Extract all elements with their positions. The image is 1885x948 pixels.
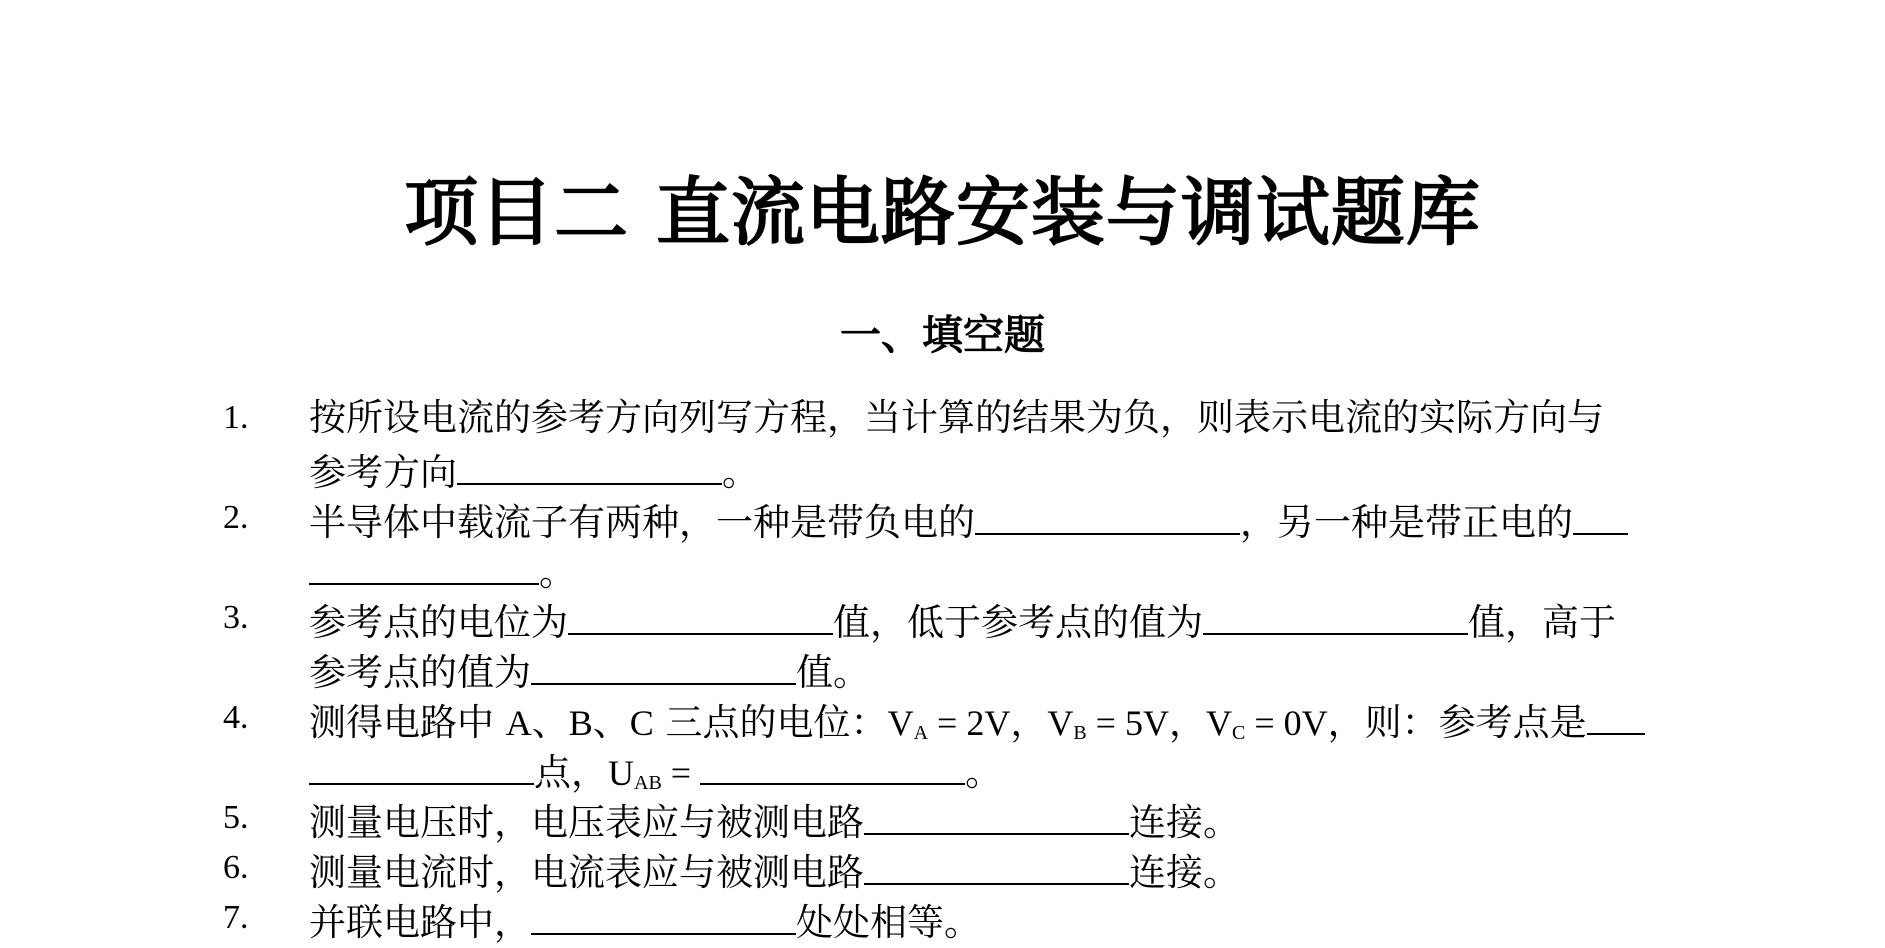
question-text: 参考点的电位为 <box>309 601 568 644</box>
question-line <box>309 843 1659 893</box>
question-7-partial <box>0 893 1659 944</box>
answer-blank[interactable] <box>457 443 722 485</box>
answer-blank[interactable] <box>1203 593 1468 635</box>
question-text: 参考方向 <box>309 451 457 494</box>
voltage-value: = 5V <box>1086 703 1169 743</box>
question-number: 3. <box>223 599 249 636</box>
question-5 <box>0 793 1659 843</box>
voltage-subscript: AB <box>634 772 662 794</box>
question-number: 7. <box>223 899 249 936</box>
answer-blank[interactable] <box>1573 493 1628 535</box>
question-text: ，另一种是带正电的 <box>1240 501 1573 544</box>
separator: 、 <box>592 701 630 744</box>
question-line <box>309 493 1659 543</box>
voltage-symbol: U <box>608 753 634 793</box>
voltage-value: = <box>661 753 701 793</box>
question-text: 值，低于参考点的值为 <box>833 601 1203 644</box>
question-text: 值。 <box>796 651 870 694</box>
question-line <box>309 793 1659 843</box>
separator: ， <box>1010 701 1048 744</box>
question-1 <box>0 393 1659 493</box>
voltage-value: = 0V <box>1245 703 1328 743</box>
voltage-subscript: C <box>1231 722 1246 744</box>
voltage-value: = 2V <box>928 703 1011 743</box>
question-text: 测量电流时，电流表应与被测电路 <box>309 851 864 894</box>
question-line <box>309 693 1659 743</box>
voltage-symbol: V <box>887 703 914 743</box>
answer-blank[interactable] <box>531 893 796 935</box>
voltage-subscript: A <box>913 722 929 744</box>
question-3 <box>0 593 1659 693</box>
question-text: 。 <box>722 451 759 494</box>
question-number: 6. <box>223 849 249 886</box>
question-6 <box>0 843 1659 893</box>
question-text: 处处相等。 <box>796 901 981 944</box>
separator: 、 <box>531 701 569 744</box>
voltage-symbol: V <box>1205 703 1232 743</box>
question-number: 5. <box>223 799 249 836</box>
question-4 <box>0 693 1659 793</box>
answer-blank[interactable] <box>864 843 1129 885</box>
question-line <box>309 393 1659 443</box>
section-heading: 一、填空题 <box>840 311 1045 359</box>
question-number: 2. <box>223 499 249 536</box>
answer-blank-continued[interactable] <box>309 543 539 585</box>
question-line <box>309 893 1659 943</box>
question-line <box>309 593 1659 643</box>
question-2 <box>0 493 1659 593</box>
question-text: 连接。 <box>1129 801 1240 844</box>
point-label: A <box>505 703 532 743</box>
answer-blank[interactable] <box>700 743 965 785</box>
question-text: 测得电路中 <box>309 701 506 744</box>
question-line <box>309 743 1659 793</box>
question-text: 半导体中载流子有两种，一种是带负电的 <box>309 501 975 544</box>
voltage-symbol: V <box>1047 703 1074 743</box>
question-text: 点， <box>534 751 608 794</box>
question-number: 1. <box>223 399 249 436</box>
answer-blank[interactable] <box>1587 693 1645 735</box>
question-text: 三点的电位： <box>653 701 888 744</box>
question-line <box>309 543 1659 593</box>
question-line <box>309 643 1659 693</box>
question-text: 。 <box>539 551 576 594</box>
separator: ， <box>1168 701 1206 744</box>
answer-blank[interactable] <box>975 493 1240 535</box>
question-list <box>0 393 1885 944</box>
answer-blank[interactable] <box>568 593 833 635</box>
question-text: 。 <box>965 751 1003 794</box>
question-line <box>309 443 1659 493</box>
question-text: 并联电路中， <box>309 901 531 944</box>
answer-blank[interactable] <box>531 643 796 685</box>
point-label: B <box>568 703 593 743</box>
answer-blank-continued[interactable] <box>309 743 534 785</box>
question-text: 连接。 <box>1129 851 1240 894</box>
answer-blank[interactable] <box>864 793 1129 835</box>
question-text: 按所设电流的参考方向列写方程，当计算的结果为负，则表示电流的实际方向与 <box>309 396 1604 439</box>
question-text: 参考点的值为 <box>309 651 531 694</box>
question-text: ，则：参考点是 <box>1327 701 1587 744</box>
question-text: 测量电压时，电压表应与被测电路 <box>309 801 864 844</box>
document-title: 项目二 直流电路安装与调试题库 <box>404 170 1481 256</box>
voltage-subscript: B <box>1073 722 1087 744</box>
question-number: 4. <box>223 699 249 736</box>
point-label: C <box>629 703 654 743</box>
question-text: 值，高于 <box>1468 601 1616 644</box>
